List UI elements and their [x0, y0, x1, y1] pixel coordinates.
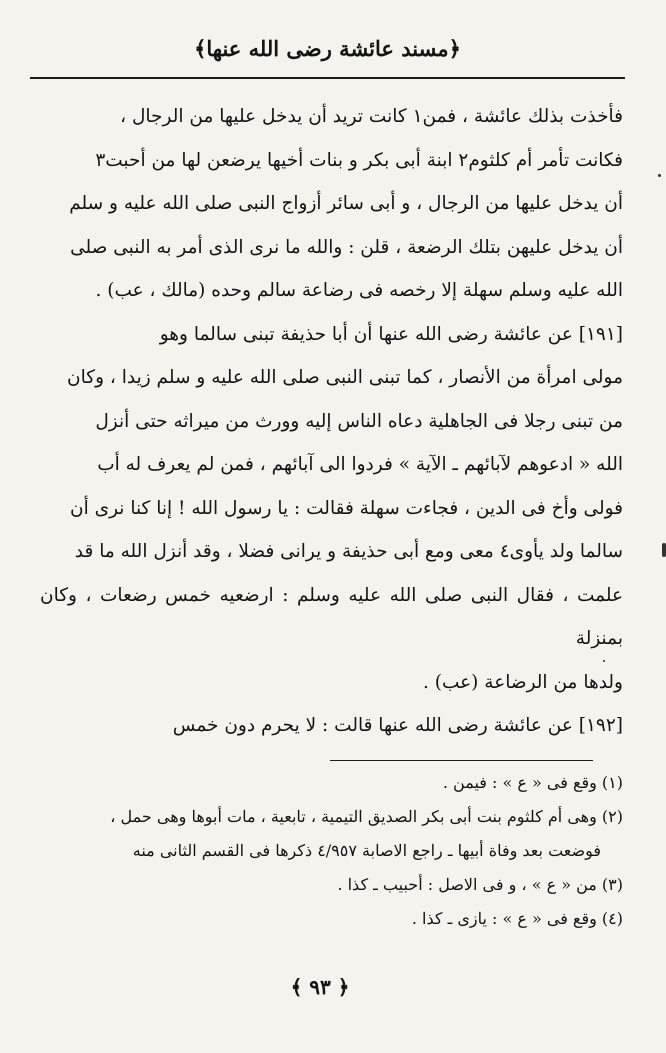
text-line: أن يدخل عليها من الرجال ، و أبى سائر أزواج النبى صلى الله عليه و سلم: [69, 193, 623, 214]
scan-speck: [658, 174, 661, 177]
text-line: فولى وأخ فى الدين ، فجاءت سهلة فقالت : يا رسول الله ! إنا كنا نرى أن: [70, 497, 623, 519]
running-header: ﴿مسند عائشة رضى الله عنها﴾: [194, 36, 461, 61]
scan-speck: [603, 660, 605, 662]
text-line: سالما ولد يأوى٤ معى ومع أبى حذيفة و يرانى فضلا ، وقد أنزل الله ما قد: [74, 541, 623, 562]
main-text: [40, 95, 623, 748]
hadith-192-line: [١٩٢] عن عائشة رضى الله عنها قالت : لا يحرم دون خمس: [172, 715, 623, 736]
footnote-4: (٤) وقع فى « ع » : يازى ـ كذا .: [411, 909, 623, 928]
text-line: من تبنى رجلا فى الجاهلية دعاه الناس إليه وورث من ميراثه حتى أنزل: [95, 410, 623, 432]
text-line: علمت ، فقال النبى صلى الله عليه وسلم : ارضعيه خمس رضعات ، وكان بمنزلة: [40, 584, 623, 649]
header-rule: [30, 77, 625, 79]
text-line: فأخذت بذلك عائشة ، فمن١ كانت تريد أن يدخل عليها من الرجال ،: [120, 106, 623, 127]
text-line: الله عليه وسلم سهلة إلا رخصه فى رضاعة سالم وحده (مالك ، عب) .: [95, 280, 623, 301]
page-number: ﴿ ٩٣ ﴾: [290, 975, 350, 999]
text-line: ولدها من الرضاعة (عب) .: [423, 671, 623, 693]
text-line: أن يدخل عليهن بتلك الرضعة ، قلن : والله ما نرى الذى أمر به النبى صلى: [70, 236, 623, 258]
footnote-3: (٣) من « ع » ، و فى الاصل : أحبيب ـ كذا .: [337, 875, 623, 894]
text-line: الله « ادعوهم لآبائهم ـ الآية » فردوا الى آبائهم ، فمن لم يعرف له أب: [97, 454, 623, 475]
footnote-2-continued: فوضعت بعد وفاة أبيها ـ راجع الاصابة ٤/٩٥٧ ذكرها فى القسم الثانى منه: [132, 841, 601, 860]
footnote-2: (٢) وهى أم كلثوم بنت أبى بكر الصديق التيمية ، تابعية ، مات أبوها وهى حمل ،: [110, 807, 623, 826]
footnote-1: (١) وقع فى « ع » : فيمن .: [442, 773, 623, 792]
footnote-rule: [330, 760, 593, 761]
footnotes: [40, 766, 623, 936]
scan-speck: [662, 543, 666, 557]
text-line: مولى امرأة من الأنصار ، كما تبنى النبى صلى الله عليه و سلم زيدا ، وكان: [67, 367, 623, 388]
hadith-191-line: [١٩١] عن عائشة رضى الله عنها أن أبا حذيفة تبنى سالما وهو: [159, 323, 623, 345]
text-line: فكانت تأمر أم كلثوم٢ ابنة أبى بكر و بنات أخيها يرضعن لها من أحبت٣: [95, 149, 623, 171]
